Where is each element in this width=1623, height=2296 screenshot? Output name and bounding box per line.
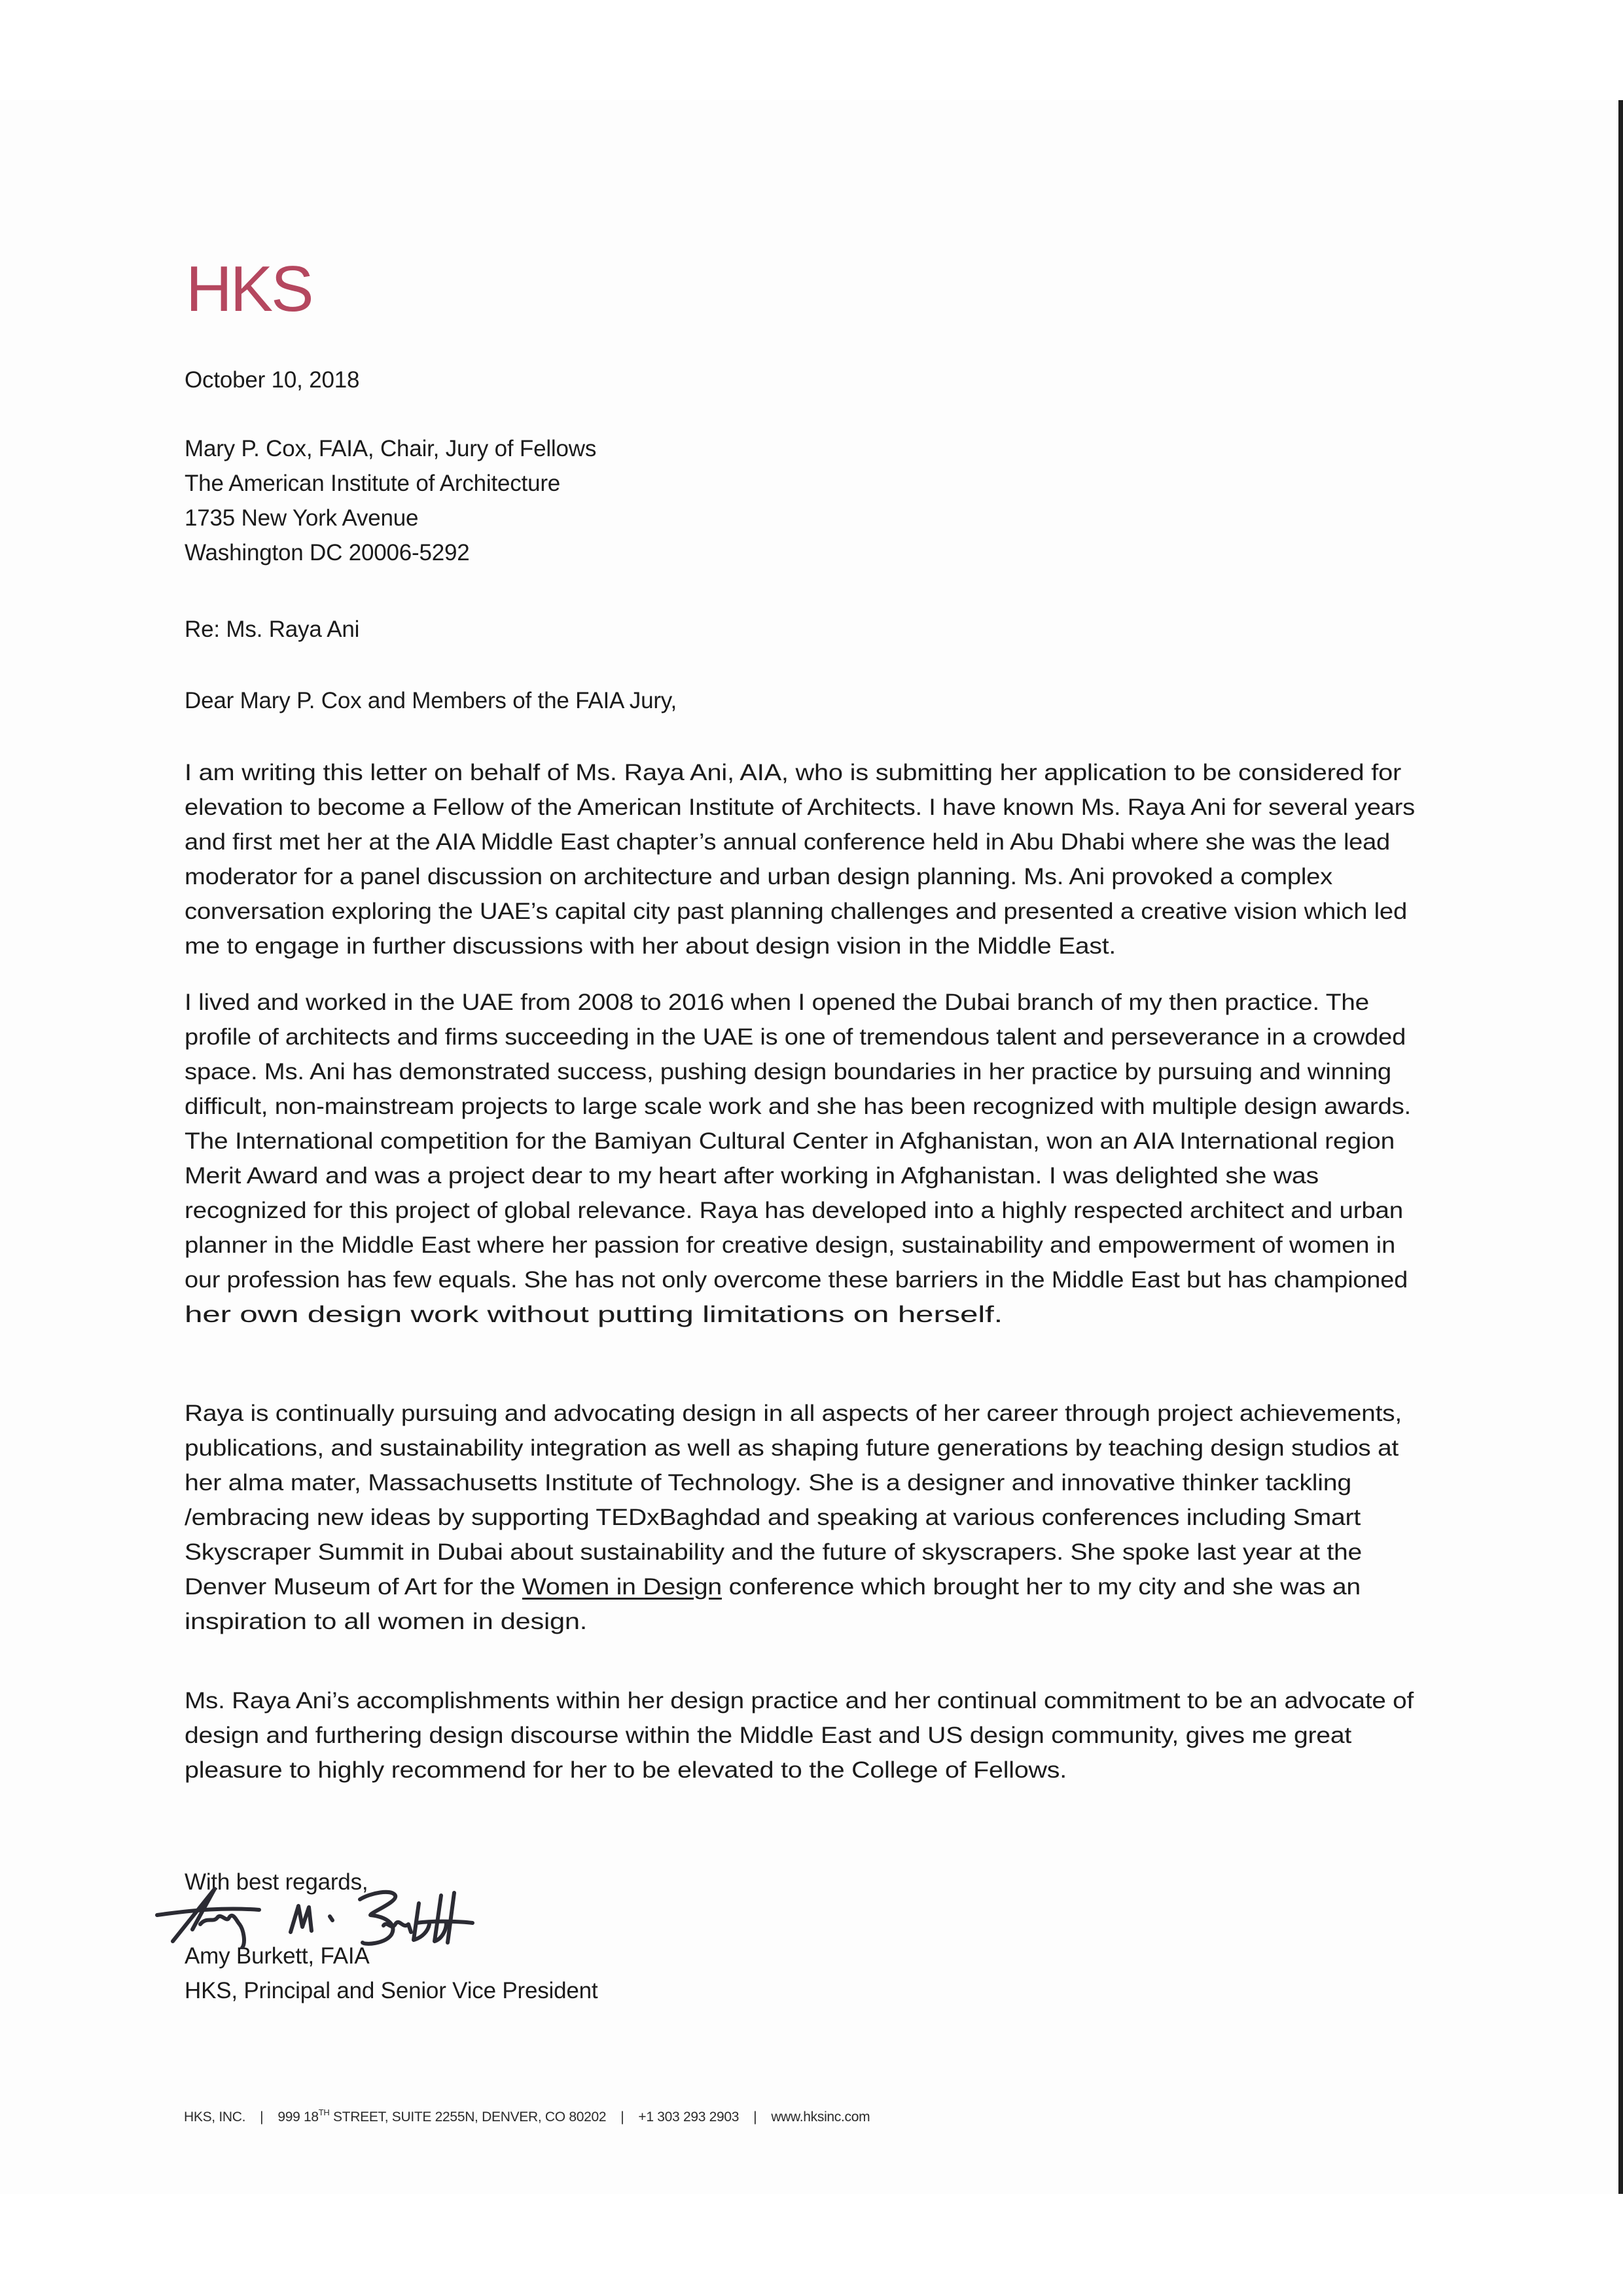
paragraph-line: design and furthering design discourse within the Middle East and US design community, gives me great [185,1723,1351,1748]
subject-line [185,612,359,647]
line-text: Denver Museum of Art for the [185,1574,522,1600]
footer-separator: | [260,2109,264,2125]
paragraph-line: planner in the Middle East where her passion for creative design, sustainability and empowerment of women in [185,1232,1395,1258]
body-paragraph-3 [185,1396,1402,1639]
footer-website-link[interactable]: www.hksinc.com [771,2109,870,2125]
letterhead-footer [184,2109,870,2126]
footer-address-number: 999 18 [277,2109,319,2125]
recipient-address [185,431,596,570]
footer-address [277,2109,606,2125]
paragraph-line: moderator for a panel discussion on architecture and urban design planning. Ms. Ani provoked a complex [185,864,1333,889]
body-paragraph-4 [185,1683,1414,1787]
paragraph-line: her alma mater, Massachusetts Institute of Technology. She is a designer and innovative thinker tackling [185,1470,1351,1496]
paragraph-line: The International competition for the Bamiyan Cultural Center in Afghanistan, won an AIA International region [185,1128,1395,1154]
paragraph-line: Raya is continually pursuing and advocating design in all aspects of her career through project achievements, [185,1401,1402,1426]
date-text: October 10, 2018 [185,367,360,393]
paragraph-line: pleasure to highly recommend for her to be elevated to the College of Fellows. [185,1757,1067,1783]
paragraph-line: inspiration to all women in design. [185,1609,587,1634]
signer-name: Amy Burkett, FAIA [185,1943,370,1969]
footer-company: HKS, INC. [184,2109,246,2125]
paragraph-line: and first met her at the AIA Middle East chapter’s annual conference held in Abu Dhabi where she was the lead [185,829,1390,855]
scan-edge-shadow [1618,100,1623,2194]
salutation-text: Dear Mary P. Cox and Members of the FAIA Jury, [185,688,677,713]
footer-address-suffix: TH [318,2108,330,2117]
paragraph-line: /embracing new ideas by supporting TEDxBaghdad and speaking at various conferences including Smart [185,1505,1361,1530]
footer-address-street: STREET, SUITE 2255N, DENVER, CO 80202 [329,2109,607,2125]
paragraph-line: Merit Award and was a project dear to my heart after working in Afghanistan. I was delighted she was [185,1163,1319,1189]
salutation [185,683,677,718]
paragraph-line: recognized for this project of global relevance. Raya has developed into a highly respected architect and urban [185,1198,1403,1223]
footer-separator: | [753,2109,757,2125]
paragraph-line: I lived and worked in the UAE from 2008 to 2016 when I opened the Dubai branch of my then practice. The [185,990,1369,1015]
address-line: The American Institute of Architecture [185,471,561,496]
footer-separator: | [620,2109,624,2125]
paragraph-line: me to engage in further discussions with her about design vision in the Middle East. [185,933,1116,959]
signer-title: HKS, Principal and Senior Vice President [185,1978,598,2003]
subject-text: Re: Ms. Raya Ani [185,617,360,642]
paragraph-line: difficult, non-mainstream projects to large scale work and she has been recognized with multiple design awards. [185,1094,1411,1119]
handwritten-signature-icon [154,1884,475,1949]
paragraph-line: profile of architects and firms succeeding in the UAE is one of tremendous talent and perseverance in a crowded [185,1024,1406,1050]
paragraph-line: publications, and sustainability integration as well as shaping future generations by teaching design studios at [185,1435,1399,1461]
paragraph-line [185,1570,1361,1604]
women-in-design-link[interactable]: Women in Design [522,1574,722,1600]
line-text: conference which brought her to my city and she was an [721,1574,1361,1600]
body-paragraph-1 [185,755,1415,963]
paragraph-line: I am writing this letter on behalf of Ms. Raya Ani, AIA, who is submitting her application to be considered for [185,760,1401,785]
body-paragraph-2 [185,985,1411,1332]
paragraph-line: her own design work without putting limitations on herself. [185,1302,1003,1327]
letter-date [185,363,359,397]
hks-logo: HKS [186,253,312,325]
address-line: Mary P. Cox, FAIA, Chair, Jury of Fellows [185,436,597,461]
paragraph-line: Ms. Raya Ani’s accomplishments within her design practice and her continual commitment to be an advocate of [185,1688,1414,1713]
address-line: Washington DC 20006-5292 [185,540,470,565]
paragraph-line: Skyscraper Summit in Dubai about sustainability and the future of skyscrapers. She spoke last year at the [185,1539,1362,1565]
footer-phone: +1 303 293 2903 [638,2109,740,2125]
paragraph-line: space. Ms. Ani has demonstrated success, pushing design boundaries in her practice by pursuing and winning [185,1059,1391,1085]
paragraph-line: elevation to become a Fellow of the American Institute of Architects. I have known Ms. Raya Ani for several years [185,795,1415,820]
paragraph-line: conversation exploring the UAE’s capital city past planning challenges and presented a creative vision which led [185,899,1407,924]
paragraph-line: our profession has few equals. She has not only overcome these barriers in the Middle East but has championed [185,1267,1408,1293]
valediction: With best regards, [185,1869,368,1895]
address-line: 1735 New York Avenue [185,505,419,531]
